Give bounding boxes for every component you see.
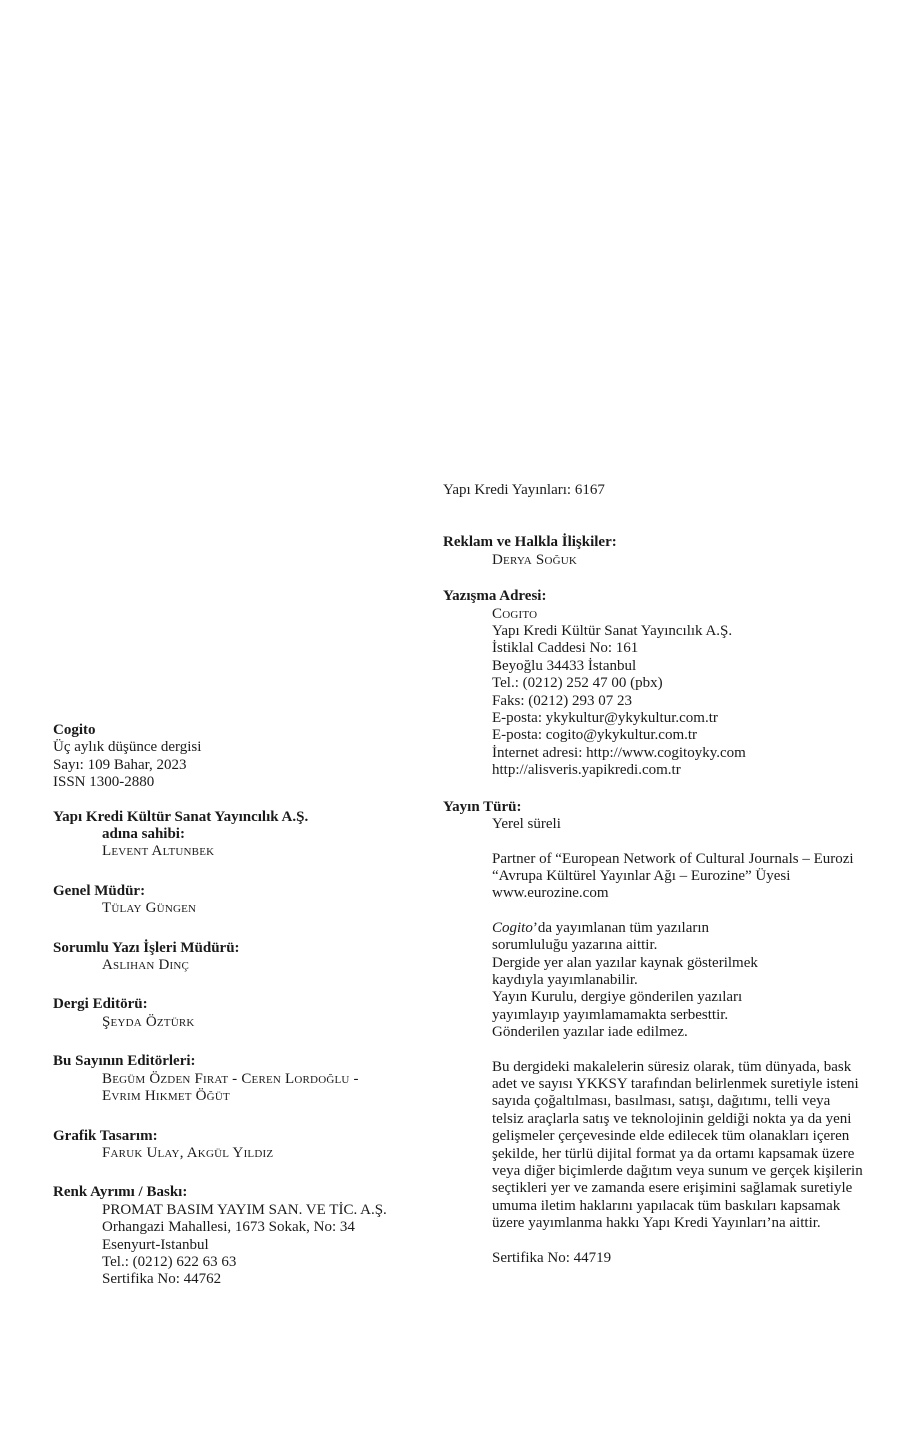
owner-name: Levent Altunbek bbox=[102, 843, 215, 860]
owner-label: Yapı Kredi Kültür Sanat Yayıncılık A.Ş. bbox=[53, 808, 309, 825]
address-line: http://alisveris.yapikredi.com.tr bbox=[492, 762, 681, 779]
publication-number: Yapı Kredi Yayınları: 6167 bbox=[443, 482, 605, 498]
journal-editor-label: Dergi Editörü: bbox=[53, 996, 148, 1013]
rights-line: sayıda çoğaltılması, basılması, satışı, dağıtımı, telli veya bbox=[492, 1093, 831, 1110]
rights-line: telsiz araçlarla satış ve teknolojinin geldiği nokta ya da yeni bbox=[492, 1110, 852, 1127]
printing-line: Tel.: (0212) 622 63 63 bbox=[102, 1253, 237, 1270]
responsibility-line: sorumluluğu yazarına aittir. bbox=[492, 937, 658, 954]
pr-name: Derya Soğuk bbox=[492, 551, 578, 568]
rights-line: şekilde, her türlü dijital format ya da ortamı kapsamak üzere bbox=[492, 1145, 855, 1162]
publication-type-section bbox=[443, 799, 911, 1267]
printing-line: Orhangazi Mahallesi, 1673 Sokak, No: 34 bbox=[102, 1219, 355, 1236]
responsibility-first-line bbox=[492, 920, 911, 937]
issue-editors-section bbox=[53, 1053, 433, 1105]
right-column bbox=[443, 482, 911, 1267]
graphic-design-names: Faruk Ulay, Akgül Yıldız bbox=[102, 1144, 274, 1161]
graphic-design-section bbox=[53, 1128, 433, 1163]
journal-editor-section bbox=[53, 996, 433, 1031]
address-section bbox=[443, 588, 911, 779]
owner-section bbox=[53, 809, 433, 861]
general-manager-section bbox=[53, 883, 433, 918]
magazine-line: ISSN 1300-2880 bbox=[53, 774, 155, 791]
issue-editors-label: Bu Sayının Editörleri: bbox=[53, 1053, 196, 1070]
rights-line: gelişmeler çerçevesinde elde edilecek tüm olanakları içeren bbox=[492, 1128, 850, 1145]
rights-line: seçtikleri yer ve zamanda esere erişimini sağlamak suretiyle bbox=[492, 1180, 853, 1197]
responsibility-first-line-rest: ’da yayımlanan tüm yazıların bbox=[532, 919, 710, 936]
printing-line: Esenyurt-Istanbul bbox=[102, 1236, 209, 1253]
magazine-title: Cogito bbox=[53, 722, 96, 738]
address-company: Cogito bbox=[492, 605, 538, 622]
partner-line: www.eurozine.com bbox=[492, 885, 609, 902]
address-label: Yazışma Adresi: bbox=[443, 588, 547, 605]
magazine-info bbox=[53, 722, 433, 792]
address-line: E-posta: cogito@ykykultur.com.tr bbox=[492, 727, 698, 744]
partner-line: “Avrupa Kültürel Yayınlar Ağı – Eurozine” Üyesi bbox=[492, 867, 791, 884]
publication-type-label: Yayın Türü: bbox=[443, 798, 522, 815]
left-column bbox=[53, 722, 433, 1289]
printing-section bbox=[53, 1184, 433, 1288]
publication-type-value: Yerel süreli bbox=[492, 816, 561, 833]
editor-in-chief-section bbox=[53, 940, 433, 975]
address-line: Yapı Kredi Kültür Sanat Yayıncılık A.Ş. bbox=[492, 623, 733, 640]
journal-name-italic: Cogito bbox=[492, 919, 533, 936]
address-line: Tel.: (0212) 252 47 00 (pbx) bbox=[492, 675, 663, 692]
certificate-number: Sertifika No: 44719 bbox=[492, 1249, 612, 1266]
magazine-line: Sayı: 109 Bahar, 2023 bbox=[53, 756, 187, 773]
responsibility-line: yayımlayıp yayımlamamakta serbesttir. bbox=[492, 1006, 729, 1023]
rights-line: veya diğer biçimlerde dağıtım veya sunum ve gerçek kişilerin bbox=[492, 1163, 863, 1179]
owner-label-2: adına sahibi: bbox=[102, 826, 185, 843]
rights-line: Bu dergideki makalelerin süresiz olarak, tüm dünyada, bask bbox=[492, 1058, 852, 1075]
address-line: İnternet adresi: http://www.cogitoyky.com bbox=[492, 744, 746, 761]
partner-line: Partner of “European Network of Cultural Journals – Eurozi bbox=[492, 850, 854, 867]
responsibility-paragraph bbox=[443, 920, 911, 1042]
address-line: Faks: (0212) 293 07 23 bbox=[492, 692, 632, 709]
issue-editors-line: Begüm Özden Fırat - Ceren Lordoğlu - bbox=[102, 1070, 359, 1087]
editor-in-chief-name: Aslıhan Dinç bbox=[102, 957, 190, 974]
certificate-paragraph bbox=[443, 1250, 911, 1267]
address-line: E-posta: ykykultur@ykykultur.com.tr bbox=[492, 710, 718, 727]
general-manager-label: Genel Müdür: bbox=[53, 882, 146, 899]
editor-in-chief-label: Sorumlu Yazı İşleri Müdürü: bbox=[53, 939, 240, 956]
magazine-line: Üç aylık düşünce dergisi bbox=[53, 739, 202, 756]
address-line: Beyoğlu 34433 İstanbul bbox=[492, 657, 637, 674]
rights-line: adet ve sayısı YKKSY tarafından belirlenmek suretiyle isteni bbox=[492, 1075, 859, 1092]
address-line: İstiklal Caddesi No: 161 bbox=[492, 640, 639, 657]
general-manager-name: Tülay Güngen bbox=[102, 900, 197, 917]
issue-editors-line: Evrim Hikmet Öğüt bbox=[102, 1088, 230, 1105]
responsibility-line: Dergide yer alan yazılar kaynak gösterilmek bbox=[492, 954, 758, 971]
responsibility-line: kaydıyla yayımlanabilir. bbox=[492, 971, 638, 988]
printing-label: Renk Ayrımı / Baskı: bbox=[53, 1184, 188, 1201]
rights-paragraph bbox=[443, 1059, 911, 1233]
rights-line: üzere yayımlanma hakkı Yapı Kredi Yayınları’na aittir. bbox=[492, 1215, 821, 1232]
printing-line: Sertifika No: 44762 bbox=[102, 1271, 222, 1288]
pr-label: Reklam ve Halkla İlişkiler: bbox=[443, 534, 617, 551]
journal-editor-name: Şeyda Öztürk bbox=[102, 1013, 195, 1030]
responsibility-line: Gönderilen yazılar iade edilmez. bbox=[492, 1024, 688, 1041]
graphic-design-label: Grafik Tasarım: bbox=[53, 1127, 158, 1144]
partner-paragraph bbox=[443, 851, 911, 903]
pr-section bbox=[443, 534, 911, 569]
rights-line: umuma iletim haklarını yapılacak tüm baskıları kapsamak bbox=[492, 1197, 841, 1214]
responsibility-line: Yayın Kurulu, dergiye gönderilen yazıları bbox=[492, 989, 743, 1006]
printing-line: PROMAT BASIM YAYIM SAN. VE TİC. A.Ş. bbox=[102, 1201, 387, 1218]
